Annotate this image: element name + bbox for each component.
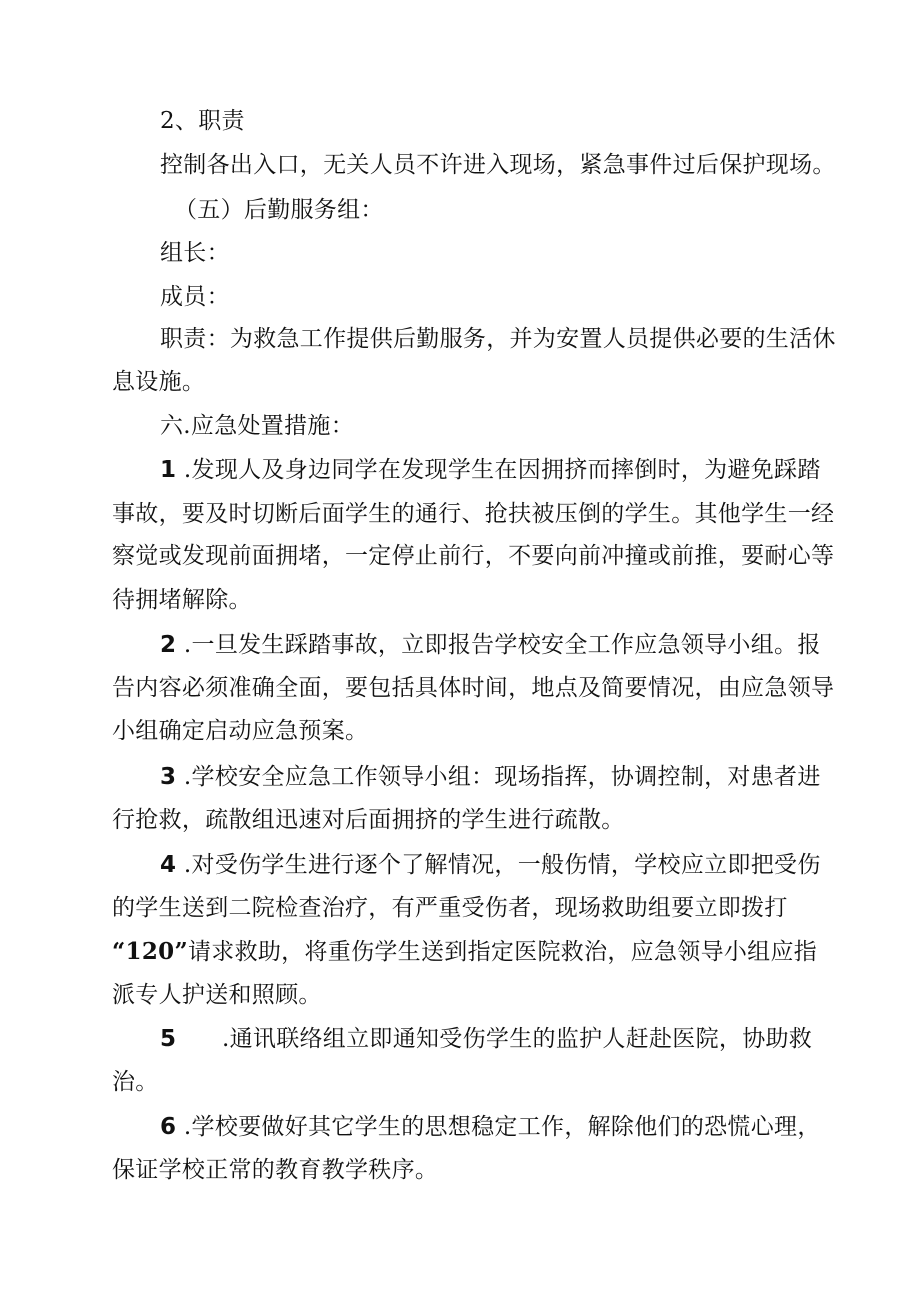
logistics-leader: 组长： [160, 240, 230, 266]
measure-number: 2 [160, 632, 177, 658]
measure-number: 5 [160, 1026, 177, 1052]
measure-item-3-line2: 行抢救，疏散组迅速对后面拥挤的学生进行疏散。 [112, 807, 625, 833]
logistics-heading: （五）后勤服务组： [174, 197, 384, 223]
measure-item-5-line2: 治。 [112, 1069, 159, 1095]
measures-heading: 六.应急处置措施： [160, 413, 355, 439]
emergency-number-quote: “120” [112, 938, 188, 965]
measure-text: .通讯联络组立即通知受伤学生的监护人赶赴医院，协助救 [176, 1026, 813, 1052]
logistics-duties-line2: 息设施。 [112, 369, 206, 395]
measure-item-6-line2: 保证学校正常的教育教学秩序。 [112, 1157, 439, 1183]
measure-item-4-line3 [112, 937, 817, 967]
measure-item-6-line1 [160, 1112, 821, 1142]
measure-item-2-line3: 小组确定启动应急预案。 [112, 718, 369, 744]
measure-text: .一旦发生踩踏事故，立即报告学校安全工作应急领导小组。报 [176, 632, 821, 658]
measure-text: .学校要做好其它学生的思想稳定工作，解除他们的恐慌心理， [176, 1114, 821, 1140]
measure-item-4-line4: 派专人护送和照顾。 [112, 982, 322, 1008]
measure-item-3-line1 [160, 762, 821, 792]
logistics-members: 成员： [160, 284, 230, 310]
measure-text: .学校安全应急工作领导小组：现场指挥，协调控制，对患者进 [176, 764, 821, 790]
measure-item-5-line1 [160, 1024, 812, 1054]
measure-number: 4 [160, 852, 177, 878]
measure-item-4-line1 [160, 850, 821, 880]
measure-item-1-line3: 察觉或发现前面拥堵，一定停止前行，不要向前冲撞或前推，要耐心等 [112, 543, 835, 569]
duties-heading: 2、职责 [160, 108, 245, 134]
measure-number: 3 [160, 764, 177, 790]
measure-number: 6 [160, 1114, 177, 1140]
duties-text: 控制各出入口，无关人员不许进入现场，紧急事件过后保护现场。 [160, 152, 836, 178]
measure-item-1-line4: 待拥堵解除。 [112, 587, 252, 613]
measure-item-2-line2: 告内容必须准确全面，要包括具体时间，地点及简要情况，由应急领导 [112, 675, 835, 701]
measure-item-4-line2: 的学生送到二院检查治疗，有严重受伤者，现场救助组要立即拨打 [112, 895, 788, 921]
logistics-duties-line1: 职责：为救急工作提供后勤服务，并为安置人员提供必要的生活休 [160, 326, 836, 352]
measure-item-2-line1 [160, 630, 821, 660]
measure-item-1-line2: 事故，要及时切断后面学生的通行、抢扶被压倒的学生。其他学生一经 [112, 501, 835, 527]
measure-item-1-line1 [160, 455, 821, 485]
measure-text: 请求救助，将重伤学生送到指定医院救治，应急领导小组应指 [187, 939, 818, 965]
measure-number: 1 [160, 457, 177, 483]
measure-text: .对受伤学生进行逐个了解情况，一般伤情，学校应立即把受伤 [176, 852, 821, 878]
measure-text: .发现人及身边同学在发现学生在因拥挤而摔倒时，为避免踩踏 [176, 457, 821, 483]
